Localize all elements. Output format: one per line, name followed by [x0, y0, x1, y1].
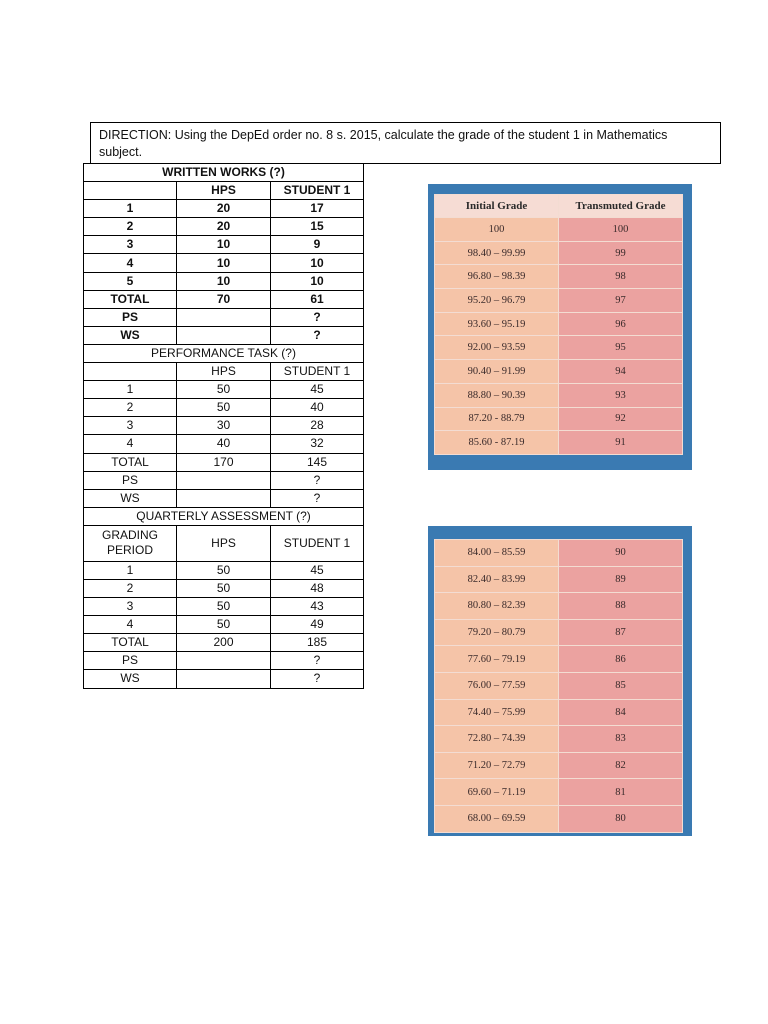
transmuted-grade-cell: 99 [559, 241, 683, 265]
table-cell: 5 [84, 272, 177, 290]
performance-task-header-row [84, 363, 364, 381]
column-header: STUDENT 1 [271, 363, 364, 381]
table-cell [177, 471, 271, 489]
table-cell: TOTAL [84, 453, 177, 471]
initial-grade-cell: 90.40 – 91.99 [435, 360, 559, 384]
transmuted-grade-cell: 83 [559, 726, 683, 753]
initial-grade-cell: 77.60 – 79.19 [435, 646, 559, 673]
table-row [84, 254, 364, 272]
transmuted-grade-cell: 86 [559, 646, 683, 673]
table-row [84, 471, 364, 489]
table-cell: 50 [177, 616, 271, 634]
transmutation-row [435, 289, 683, 313]
transmutation-row [435, 619, 683, 646]
transmutation-row [435, 726, 683, 753]
transmuted-grade-cell: 96 [559, 312, 683, 336]
transmutation-row [435, 566, 683, 593]
table-cell: 4 [84, 254, 177, 272]
table-cell: 9 [271, 236, 364, 254]
initial-grade-cell: 68.00 – 69.59 [435, 805, 559, 832]
table-cell: 10 [177, 254, 271, 272]
table-cell: 50 [177, 579, 271, 597]
transmutation-row [435, 218, 683, 242]
column-header: STUDENT 1 [271, 182, 364, 200]
table-cell: 61 [271, 290, 364, 308]
transmutation-row [435, 312, 683, 336]
table-row [84, 200, 364, 218]
transmuted-grade-cell: 84 [559, 699, 683, 726]
table-row [84, 435, 364, 453]
table-row [84, 634, 364, 652]
initial-grade-cell: 85.60 - 87.19 [435, 431, 559, 455]
table-cell: 17 [271, 200, 364, 218]
table-cell: 3 [84, 417, 177, 435]
transmutation-row [435, 336, 683, 360]
table-cell: 10 [177, 236, 271, 254]
table-cell: 50 [177, 598, 271, 616]
transmuted-grade-cell: 81 [559, 779, 683, 806]
table-cell [177, 652, 271, 670]
transmuted-grade-cell: 97 [559, 289, 683, 313]
table-cell: 2 [84, 579, 177, 597]
table-cell: 45 [271, 561, 364, 579]
table-cell: WS [84, 326, 177, 344]
table-cell: 1 [84, 381, 177, 399]
table-cell: 40 [271, 399, 364, 417]
table-cell: 200 [177, 634, 271, 652]
table-cell: WS [84, 489, 177, 507]
table-cell: 3 [84, 598, 177, 616]
initial-grade-cell: 92.00 – 93.59 [435, 336, 559, 360]
transmuted-grade-cell: 85 [559, 672, 683, 699]
table-cell: 70 [177, 290, 271, 308]
table-row [84, 218, 364, 236]
initial-grade-cell: 72.80 – 74.39 [435, 726, 559, 753]
table-cell: 2 [84, 399, 177, 417]
transmuted-grade-cell: 90 [559, 540, 683, 567]
table-row [84, 598, 364, 616]
column-header: HPS [177, 363, 271, 381]
table-row [84, 453, 364, 471]
column-header: HPS [177, 525, 271, 561]
transmuted-grade-cell: 91 [559, 431, 683, 455]
transmutation-row [435, 699, 683, 726]
table-cell: WS [84, 670, 177, 688]
table-cell [177, 670, 271, 688]
table-cell: 45 [271, 381, 364, 399]
initial-grade-cell: 74.40 – 75.99 [435, 699, 559, 726]
table-cell: ? [271, 308, 364, 326]
transmutation-row [435, 752, 683, 779]
table-cell: 28 [271, 417, 364, 435]
table-row [84, 417, 364, 435]
table-cell: 1 [84, 200, 177, 218]
transmuted-grade-cell: 92 [559, 407, 683, 431]
initial-grade-cell: 88.80 – 90.39 [435, 383, 559, 407]
table-cell: 10 [271, 272, 364, 290]
transmutation-table-top [428, 184, 692, 470]
direction-text: DIRECTION: Using the DepEd order no. 8 s. 2015, calculate the grade of the student 1 in Mathematics subject. [90, 122, 721, 164]
table-row [84, 236, 364, 254]
column-header [84, 182, 177, 200]
table-row [84, 399, 364, 417]
transmutation-row [435, 672, 683, 699]
table-cell: ? [271, 326, 364, 344]
written-works-title-row [84, 164, 364, 182]
table-row [84, 616, 364, 634]
transmuted-grade-cell: 87 [559, 619, 683, 646]
column-header [84, 363, 177, 381]
performance-task-title-row [84, 344, 364, 362]
initial-grade-cell: 80.80 – 82.39 [435, 593, 559, 620]
transmutation-row [435, 407, 683, 431]
table-row [84, 290, 364, 308]
transmuted-grade-cell: 89 [559, 566, 683, 593]
table-cell [177, 308, 271, 326]
transmuted-grade-cell: 98 [559, 265, 683, 289]
transmutation-table-bottom [428, 526, 692, 836]
transmutation-row [435, 646, 683, 673]
table-cell: 170 [177, 453, 271, 471]
transmutation-row [435, 360, 683, 384]
transmutation-row [435, 779, 683, 806]
table-cell: 50 [177, 399, 271, 417]
transmutation-row [435, 383, 683, 407]
table-cell: 145 [271, 453, 364, 471]
table-cell: PS [84, 652, 177, 670]
table-row [84, 308, 364, 326]
table-cell: 185 [271, 634, 364, 652]
quarterly-assessment-title-row [84, 507, 364, 525]
initial-grade-cell: 98.40 – 99.99 [435, 241, 559, 265]
table-cell: 4 [84, 616, 177, 634]
column-header: GRADING PERIOD [84, 525, 177, 561]
transmutation-row [435, 540, 683, 567]
table-row [84, 326, 364, 344]
initial-grade-cell: 95.20 – 96.79 [435, 289, 559, 313]
transmuted-grade-cell: 80 [559, 805, 683, 832]
table-cell [177, 489, 271, 507]
table-cell: 50 [177, 381, 271, 399]
transmuted-grade-cell: 95 [559, 336, 683, 360]
table-cell: PS [84, 308, 177, 326]
table-row [84, 561, 364, 579]
table-cell: 50 [177, 561, 271, 579]
transmutation-row [435, 431, 683, 455]
transmuted-grade-cell: 93 [559, 383, 683, 407]
table-cell: PS [84, 471, 177, 489]
table-row [84, 489, 364, 507]
transmutation-row [435, 593, 683, 620]
table-cell: ? [271, 652, 364, 670]
transmuted-grade-cell: 100 [559, 218, 683, 242]
transmutation-row [435, 805, 683, 832]
transmuted-grade-header: Transmuted Grade [559, 195, 683, 218]
table-cell: 2 [84, 218, 177, 236]
table-cell: 20 [177, 200, 271, 218]
initial-grade-cell: 100 [435, 218, 559, 242]
table-cell: 32 [271, 435, 364, 453]
initial-grade-cell: 96.80 – 98.39 [435, 265, 559, 289]
table-row [84, 579, 364, 597]
table-cell: TOTAL [84, 290, 177, 308]
table-cell: 15 [271, 218, 364, 236]
quarterly-assessment-header-row [84, 525, 364, 561]
initial-grade-cell: 82.40 – 83.99 [435, 566, 559, 593]
table-cell: 49 [271, 616, 364, 634]
quarterly-assessment-title: QUARTERLY ASSESSMENT (?) [84, 507, 364, 525]
table-row [84, 272, 364, 290]
table-cell: 10 [271, 254, 364, 272]
table-cell: ? [271, 670, 364, 688]
table-cell [177, 326, 271, 344]
transmutation-row [435, 241, 683, 265]
table-cell: TOTAL [84, 634, 177, 652]
initial-grade-cell: 87.20 - 88.79 [435, 407, 559, 431]
table-cell: 10 [177, 272, 271, 290]
table-cell: 1 [84, 561, 177, 579]
table-cell: 3 [84, 236, 177, 254]
table-row [84, 670, 364, 688]
transmuted-grade-cell: 94 [559, 360, 683, 384]
performance-task-title: PERFORMANCE TASK (?) [84, 344, 364, 362]
table-cell: 48 [271, 579, 364, 597]
table-row [84, 381, 364, 399]
initial-grade-header: Initial Grade [435, 195, 559, 218]
table-cell: 4 [84, 435, 177, 453]
table-cell: ? [271, 489, 364, 507]
initial-grade-cell: 71.20 – 72.79 [435, 752, 559, 779]
initial-grade-cell: 69.60 – 71.19 [435, 779, 559, 806]
table-cell: ? [271, 471, 364, 489]
transmutation-row [435, 265, 683, 289]
table-row [84, 652, 364, 670]
table-cell: 43 [271, 598, 364, 616]
column-header: HPS [177, 182, 271, 200]
initial-grade-cell: 79.20 – 80.79 [435, 619, 559, 646]
table-cell: 20 [177, 218, 271, 236]
column-header: STUDENT 1 [271, 525, 364, 561]
table-cell: 40 [177, 435, 271, 453]
transmuted-grade-cell: 82 [559, 752, 683, 779]
initial-grade-cell: 93.60 – 95.19 [435, 312, 559, 336]
table-cell: 30 [177, 417, 271, 435]
written-works-title: WRITTEN WORKS (?) [84, 164, 364, 182]
grade-computation-table [83, 163, 364, 689]
initial-grade-cell: 76.00 – 77.59 [435, 672, 559, 699]
initial-grade-cell: 84.00 – 85.59 [435, 540, 559, 567]
written-works-header-row [84, 182, 364, 200]
transmuted-grade-cell: 88 [559, 593, 683, 620]
